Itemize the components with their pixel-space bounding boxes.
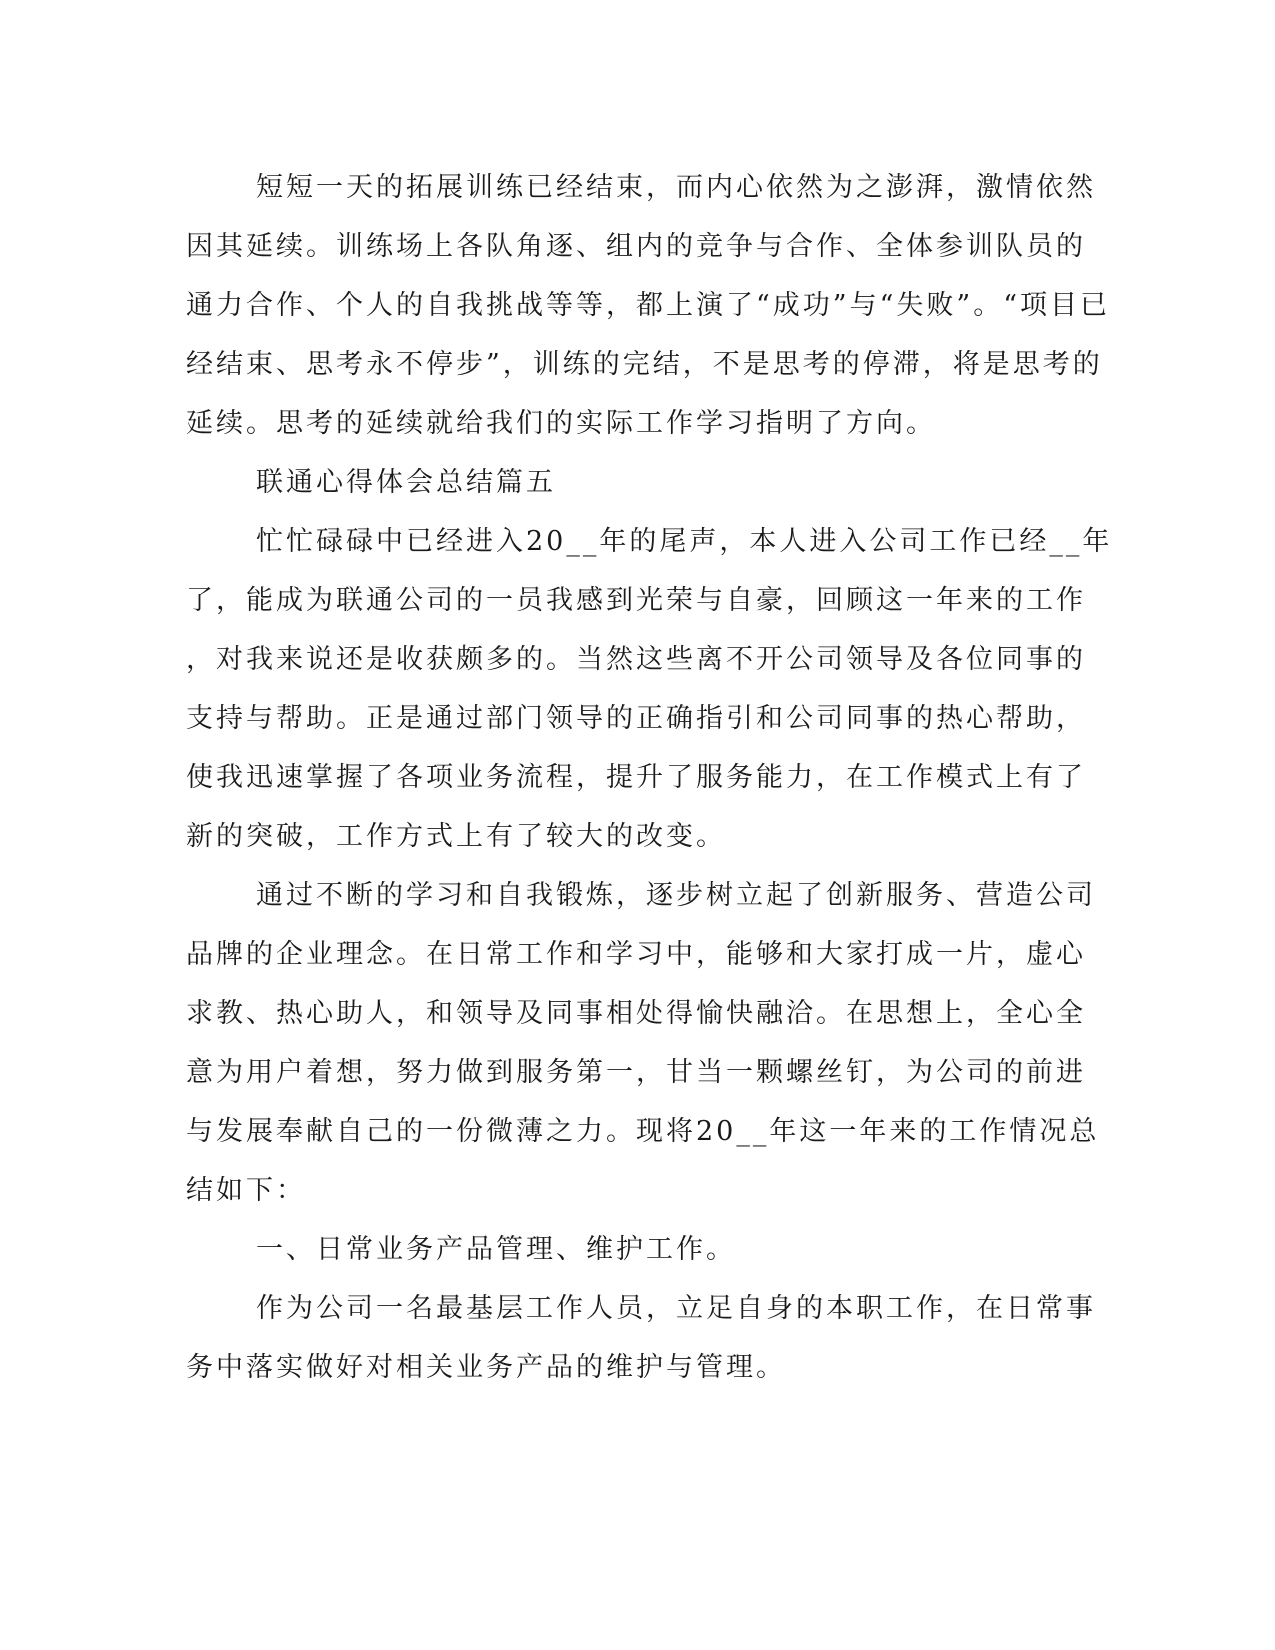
paragraph-line: 作为公司一名最基层工作人员，立足自身的本职工作，在日常事	[256, 1293, 1096, 1324]
paragraph-line: 短短一天的拓展训练已经结束，而内心依然为之澎湃，激情依然	[256, 172, 1096, 203]
paragraph-line: 与发展奉献自己的一份微薄之力。现将20__年这一年来的工作情况总	[186, 1116, 1100, 1147]
paragraph-line: 结如下：	[186, 1175, 306, 1206]
paragraph-year-end-intro	[186, 512, 1113, 866]
paragraph-line: 使我迅速掌握了各项业务流程，提升了服务能力，在工作模式上有了	[186, 762, 1086, 793]
paragraph-line: 求教、热心助人，和领导及同事相处得愉快融洽。在思想上，全心全	[186, 998, 1086, 1029]
document-body	[186, 158, 1113, 1397]
paragraph-line: 忙忙碌碌中已经进入20__年的尾声，本人进入公司工作已经__年	[256, 526, 1113, 557]
paragraph-service-philosophy	[186, 866, 1100, 1220]
paragraph-product-maintenance	[186, 1279, 1096, 1397]
subsection-heading: 一、日常业务产品管理、维护工作。	[256, 1234, 736, 1265]
paragraph-line: ，对我来说还是收获颇多的。当然这些离不开公司领导及各位同事的	[186, 644, 1086, 675]
paragraph-line: 务中落实做好对相关业务产品的维护与管理。	[186, 1352, 786, 1383]
paragraph-line: 新的突破，工作方式上有了较大的改变。	[186, 821, 726, 852]
paragraph-line: 延续。思考的延续就给我们的实际工作学习指明了方向。	[186, 408, 936, 439]
paragraph-line: 通过不断的学习和自我锻炼，逐步树立起了创新服务、营造公司	[256, 880, 1096, 911]
paragraph-line: 通力合作、个人的自我挑战等等，都上演了“成功”与“失败”。“项目已	[186, 290, 1111, 321]
paragraph-line: 支持与帮助。正是通过部门领导的正确指引和公司同事的热心帮助，	[186, 703, 1086, 734]
paragraph-line: 因其延续。训练场上各队角逐、组内的竞争与合作、全体参训队员的	[186, 231, 1086, 262]
paragraph-line: 意为用户着想，努力做到服务第一，甘当一颗螺丝钉，为公司的前进	[186, 1057, 1086, 1088]
paragraph-line: 品牌的企业理念。在日常工作和学习中，能够和大家打成一片，虚心	[186, 939, 1086, 970]
paragraph-line: 了，能成为联通公司的一员我感到光荣与自豪，回顾这一年来的工作	[186, 585, 1086, 616]
paragraph-training-reflection	[186, 158, 1111, 453]
section-heading: 联通心得体会总结篇五	[256, 467, 556, 498]
paragraph-line: 经结束、思考永不停步”，训练的完结，不是思考的停滞，将是思考的	[186, 349, 1103, 380]
